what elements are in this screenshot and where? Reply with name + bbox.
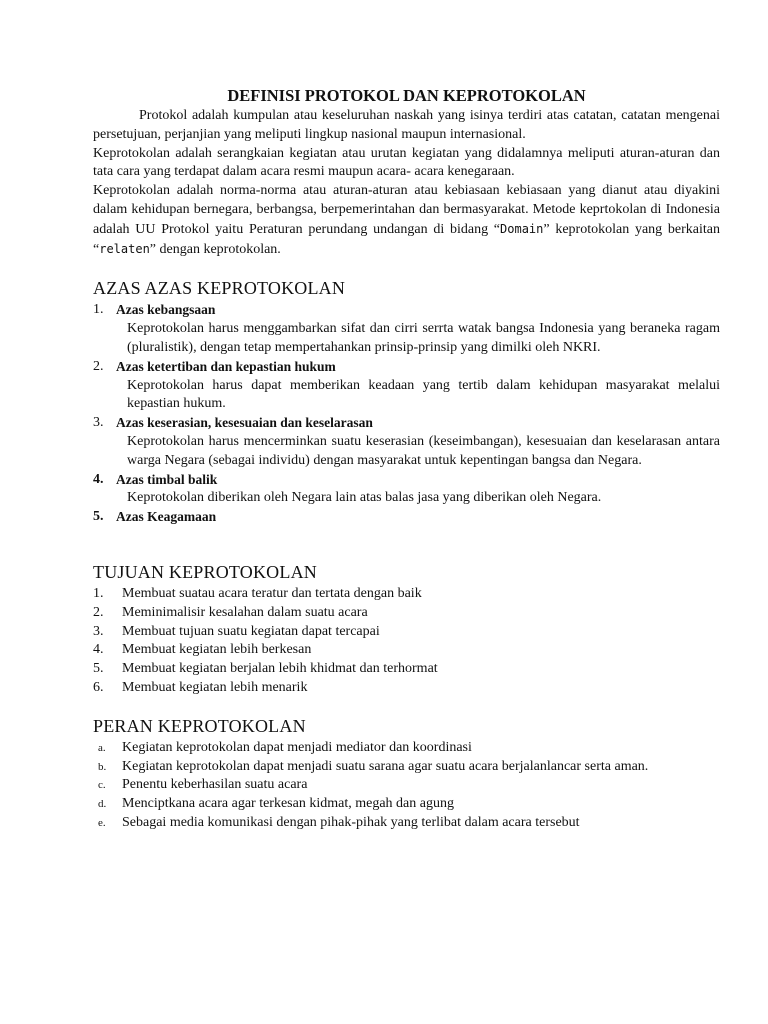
list-number: 2. bbox=[93, 604, 104, 620]
azas-description: Keprotokolan harus mencerminkan suatu keserasian (keseimbangan), kesesuaian dan keselarasan antara warga Negara (sebagai individu) dengan masyarakat untuk kepentingan bangsa dan Negara. bbox=[127, 433, 720, 468]
list-text: Menciptkana acara agar terkesan kidmat, megah dan agung bbox=[122, 796, 454, 812]
azas-item bbox=[93, 301, 720, 357]
azas-item bbox=[93, 508, 720, 527]
domain-term: Domain bbox=[500, 221, 544, 236]
list-text: Meminimalisir kesalahan dalam suatu acara bbox=[122, 604, 368, 620]
list-item bbox=[93, 776, 720, 795]
tujuan-list bbox=[93, 585, 720, 698]
list-item bbox=[93, 604, 720, 623]
list-item bbox=[93, 795, 720, 814]
azas-title: Azas ketertiban dan kepastian hukum bbox=[116, 358, 336, 374]
tujuan-heading: TUJUAN KEPROTOKOLAN bbox=[93, 561, 317, 582]
document-body bbox=[93, 86, 720, 833]
list-item bbox=[93, 814, 720, 833]
azas-description: Keprotokolan harus dapat memberikan keadaan yang tertib dalam kehidupan masyarakat melalui kepastian hukum. bbox=[127, 377, 720, 412]
azas-item bbox=[93, 471, 720, 509]
azas-description: Keprotokolan diberikan oleh Negara lain atas balas jasa yang diberikan oleh Negara. bbox=[127, 490, 602, 506]
definition-text-part: Keprotokolan adalah norma-norma atau aturan-aturan atau kebiasaan kebiasaan yang dianut atau diyakini dalam kehidupan bernegara, berbangsa, berpemerintahan dan bermasyarakat. Metode keprtokolan di Indonesia adalah UU Protokol yaitu Peraturan perundang undangan di bidang “ bbox=[93, 183, 720, 237]
list-item bbox=[93, 679, 720, 698]
list-text: Penentu keberhasilan suatu acara bbox=[122, 777, 308, 793]
document-title: DEFINISI PROTOKOL DAN KEPROTOKOLAN bbox=[227, 86, 586, 105]
list-letter: e. bbox=[98, 816, 106, 829]
list-letter: b. bbox=[98, 760, 107, 773]
list-number: 4. bbox=[93, 642, 104, 658]
list-item bbox=[93, 758, 720, 777]
list-number: 3. bbox=[93, 415, 104, 431]
list-item bbox=[93, 585, 720, 604]
azas-heading: AZAS AZAS KEPROTOKOLAN bbox=[93, 278, 346, 299]
list-text: Membuat kegiatan lebih menarik bbox=[122, 679, 308, 695]
definition-text-part: ” keprotokolan yang berkaitan “ bbox=[93, 221, 720, 257]
list-number: 6. bbox=[93, 679, 104, 695]
list-letter: c. bbox=[98, 779, 106, 792]
azas-title: Azas keserasian, kesesuaian dan keselarasan bbox=[116, 415, 373, 431]
list-text: Membuat kegiatan lebih berkesan bbox=[122, 642, 312, 658]
azas-title: Azas kebangsaan bbox=[116, 302, 216, 318]
list-item bbox=[93, 623, 720, 642]
list-number: 3. bbox=[93, 623, 104, 639]
peran-heading: PERAN KEPROTOKOLAN bbox=[93, 715, 306, 736]
list-text: Membuat suatau acara teratur dan tertata dengan baik bbox=[122, 585, 422, 601]
azas-description: Keprotokolan harus menggambarkan sifat dan cirri serrta watak bangsa Indonesia yang beraneka ragam (pluralistik), dengan tetap mempertahankan prinsip-prinsip yang dimilki oleh NKRI. bbox=[127, 321, 720, 355]
list-letter: a. bbox=[98, 741, 106, 754]
azas-item bbox=[93, 358, 720, 414]
list-letter: d. bbox=[98, 798, 107, 811]
list-text: Sebagai media komunikasi dengan pihak-pihak yang terlibat dalam acara tersebut bbox=[122, 814, 580, 830]
relaten-term: relaten bbox=[99, 241, 150, 256]
list-item bbox=[93, 641, 720, 660]
definition-keprotokolan-1: Keprotokolan adalah serangkaian kegiatan atau urutan kegiatan yang didalamnya meliputi aturan-aturan dan tata cara yang terdapat dalam acara resmi maupun acara- acara kenegaraan. bbox=[93, 145, 720, 180]
list-text: Membuat kegiatan berjalan lebih khidmat dan terhormat bbox=[122, 661, 438, 677]
definition-keprotokolan-2 bbox=[93, 182, 720, 259]
list-number: 2. bbox=[93, 358, 104, 374]
definition-text-part: ” dengan keprotokolan. bbox=[149, 241, 281, 257]
list-text: Kegiatan keprotokolan dapat menjadi mediator dan koordinasi bbox=[122, 739, 472, 755]
azas-list bbox=[93, 301, 720, 527]
azas-item bbox=[93, 414, 720, 470]
list-number: 4. bbox=[93, 471, 104, 487]
list-number: 5. bbox=[93, 661, 104, 677]
list-number: 1. bbox=[93, 585, 104, 601]
list-text: Membuat tujuan suatu kegiatan dapat tercapai bbox=[122, 623, 380, 639]
azas-title: Azas timbal balik bbox=[116, 471, 218, 487]
list-number: 1. bbox=[93, 302, 104, 318]
definition-protokol: Protokol adalah kumpulan atau keseluruhan naskah yang isinya terdiri atas catatan, catatan mengenai persetujuan, perjanjian yang meliputi lingkup nasional maupun internasional. bbox=[93, 108, 720, 142]
list-item bbox=[93, 660, 720, 679]
peran-list bbox=[93, 739, 720, 833]
list-text: Kegiatan keprotokolan dapat menjadi suatu sarana agar suatu acara berjalanlancar serta aman. bbox=[122, 758, 649, 774]
azas-title: Azas Keagamaan bbox=[116, 509, 217, 525]
list-number: 5. bbox=[93, 509, 104, 525]
list-item bbox=[93, 739, 720, 758]
